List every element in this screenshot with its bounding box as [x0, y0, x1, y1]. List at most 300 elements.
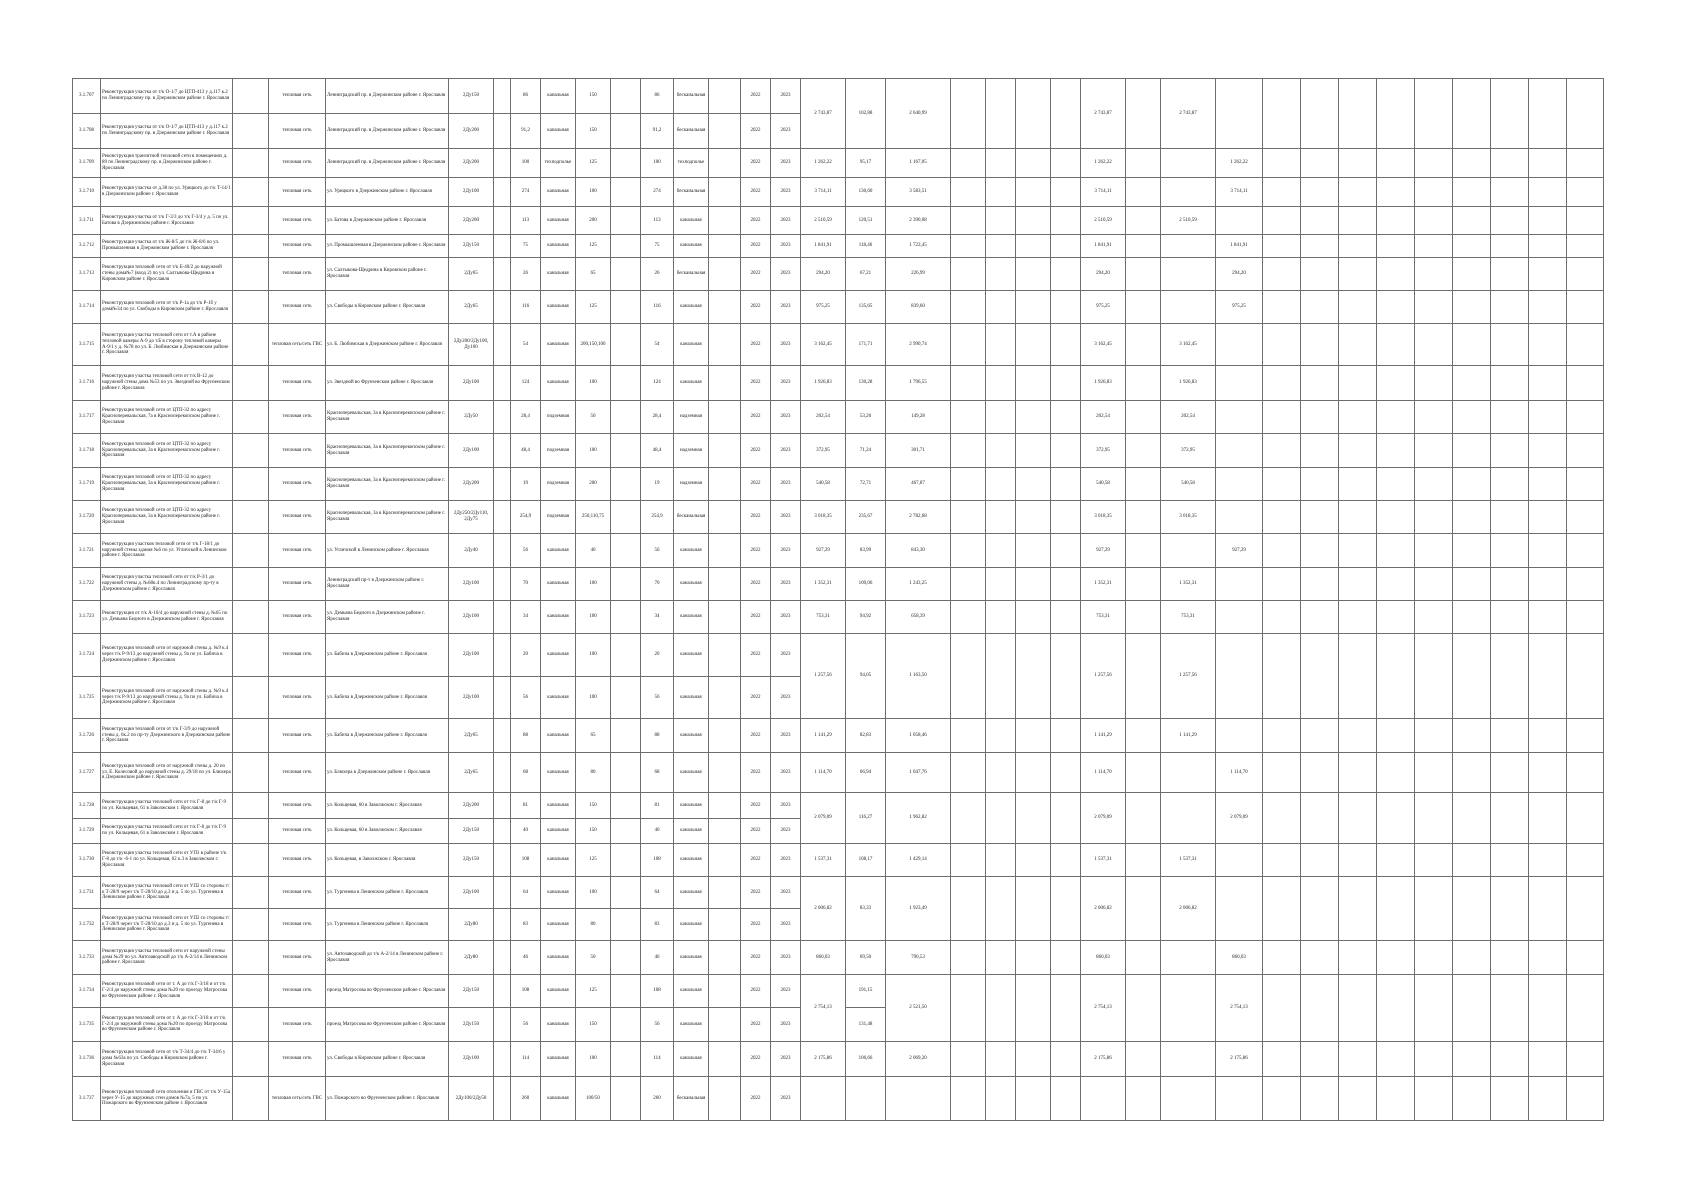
- empty-cell: [1567, 1042, 1604, 1077]
- pipe-length: 274: [511, 178, 541, 207]
- year-start: 2022: [741, 975, 771, 1008]
- year-start: 2022: [741, 719, 771, 753]
- table-row: [73, 601, 1604, 634]
- new-laying-method: канальная: [674, 909, 709, 941]
- funding-column-a: 540,58: [1161, 468, 1216, 501]
- new-laying-method: канальная: [674, 207, 709, 235]
- empty-cell: [1567, 366, 1604, 401]
- new-pipe-diameter: 150: [576, 114, 611, 149]
- empty-cell: [1263, 753, 1301, 793]
- empty-cell: [1051, 149, 1081, 178]
- year-end: 2023: [771, 909, 801, 941]
- table-row: [73, 258, 1604, 291]
- empty-cell: [1263, 877, 1301, 941]
- funding-column-a: 202,54: [1161, 401, 1216, 434]
- year-start: 2022: [741, 468, 771, 501]
- empty-cell: [1339, 207, 1377, 235]
- empty-cell: [1491, 753, 1529, 793]
- empty-cell: [1051, 434, 1081, 468]
- cost-design: 71,24: [846, 434, 886, 468]
- empty-cell: [1377, 324, 1415, 366]
- new-pipe-diameter: 100: [576, 1042, 611, 1077]
- new-pipe-length: 88: [641, 719, 674, 753]
- work-description: Реконструкция участка от т/к О-1/7 до ЦТП-413 у д.117 к.2 по Ленинградскому пр. в Дзержинском районе г. Ярославля: [101, 79, 233, 114]
- work-description: Реконструкция тепловой сети от т/к Г-3/9 до наружной стены д. 6к.2 по пр-ту Дзержинского в Дзержинском районе г. Ярославля: [101, 719, 233, 753]
- object-location: ул. Тургенева в Ленинском районе г. Ярославля: [326, 877, 449, 909]
- empty-cell: [494, 1042, 511, 1077]
- pipe-diameter: 2Ду80: [449, 941, 494, 975]
- object-type: тепловая сеть/сеть ГВС: [269, 324, 326, 366]
- pipe-diameter: 2Ду200: [449, 468, 494, 501]
- year-end: 2023: [771, 793, 801, 819]
- year-end: 2023: [771, 207, 801, 235]
- cost-construction: 839,60: [886, 291, 951, 324]
- empty-cell: [1567, 719, 1604, 753]
- new-laying-method: надземная: [674, 468, 709, 501]
- object-location: ул. Промышленная в Дзержинском районе г. Ярославля: [326, 235, 449, 258]
- cost-total: 3 162,45: [801, 324, 846, 366]
- empty-cell: [1491, 941, 1529, 975]
- empty-cell: [709, 366, 741, 401]
- empty-cell: [1529, 366, 1567, 401]
- laying-method: канальная: [541, 941, 576, 975]
- row-number: 3.1.710: [73, 178, 101, 207]
- laying-method: подземная: [541, 468, 576, 501]
- empty-cell: [1126, 719, 1161, 753]
- empty-cell: [1301, 719, 1339, 753]
- empty-cell: [1377, 793, 1415, 844]
- cost-total: 1 352,31: [801, 568, 846, 601]
- cost-sum: 3 714,11: [1081, 178, 1126, 207]
- cost-total: 1 537,31: [801, 844, 846, 877]
- pipe-diameter: 2Ду150: [449, 975, 494, 1008]
- laying-method: канальная: [541, 793, 576, 819]
- row-number: 3.1.713: [73, 258, 101, 291]
- empty-cell: [1263, 79, 1301, 149]
- empty-cell: [1529, 975, 1567, 1042]
- empty-cell: [1491, 291, 1529, 324]
- empty-cell: [1126, 291, 1161, 324]
- empty-cell: [1529, 568, 1567, 601]
- empty-cell: [1051, 178, 1081, 207]
- object-location: ул. Тургенева в Ленинском районе г. Ярославля: [326, 909, 449, 941]
- pipe-diameter: 2Ду200/2Ду100, Ду100: [449, 324, 494, 366]
- empty-cell: [233, 941, 269, 975]
- empty-cell: [1016, 324, 1051, 366]
- empty-cell: [709, 844, 741, 877]
- empty-cell: [494, 235, 511, 258]
- pipe-length: 88: [511, 719, 541, 753]
- laying-method: канальная: [541, 877, 576, 909]
- empty-cell: [494, 1008, 511, 1042]
- empty-cell: [1453, 1042, 1491, 1077]
- empty-cell: [1567, 634, 1604, 719]
- empty-cell: [611, 753, 641, 793]
- empty-cell: [1415, 844, 1453, 877]
- cost-construction: 3 583,51: [886, 178, 951, 207]
- table-row: [73, 401, 1604, 434]
- empty-cell: [1377, 601, 1415, 634]
- cost-sum: 927,29: [1081, 534, 1126, 568]
- year-end: 2023: [771, 1042, 801, 1077]
- year-end: 2023: [771, 178, 801, 207]
- table-row: [73, 753, 1604, 793]
- empty-cell: [233, 207, 269, 235]
- year-end: 2023: [771, 753, 801, 793]
- pipe-diameter: 2Ду150: [449, 79, 494, 114]
- funding-column-a: [1161, 941, 1216, 975]
- cost-sum: 753,31: [1081, 601, 1126, 634]
- empty-cell: [1016, 719, 1051, 753]
- empty-cell: [1339, 79, 1377, 149]
- empty-cell: [709, 324, 741, 366]
- empty-cell: [1339, 793, 1377, 844]
- funding-column-a: [1161, 1077, 1216, 1121]
- new-pipe-diameter: 100/50: [576, 1077, 611, 1121]
- laying-method: подземная: [541, 434, 576, 468]
- new-pipe-diameter: 100: [576, 568, 611, 601]
- empty-cell: [1016, 941, 1051, 975]
- pipe-diameter: 2Ду100: [449, 178, 494, 207]
- new-pipe-diameter: 50: [576, 401, 611, 434]
- laying-method: канальная: [541, 819, 576, 844]
- empty-cell: [951, 568, 986, 601]
- empty-cell: [1415, 235, 1453, 258]
- work-description: Реконструкция тепловой сети от т. А до т/к Г-3/18 и от т/к Г-2/4 до наружной стены дома №20 по проезду Матросова во Фрунзенском районе г. Ярославля: [101, 975, 233, 1008]
- empty-cell: [709, 434, 741, 468]
- empty-cell: [1126, 207, 1161, 235]
- empty-cell: [951, 291, 986, 324]
- empty-cell: [709, 601, 741, 634]
- empty-cell: [1126, 235, 1161, 258]
- cost-sum: 540,58: [1081, 468, 1126, 501]
- cost-total: 2 006,82: [801, 877, 846, 941]
- empty-cell: [1491, 207, 1529, 235]
- empty-cell: [1126, 601, 1161, 634]
- empty-cell: [1126, 468, 1161, 501]
- empty-cell: [233, 793, 269, 819]
- row-number: 3.1.729: [73, 819, 101, 844]
- row-number: 3.1.734: [73, 975, 101, 1008]
- table-row: [73, 975, 1604, 1008]
- empty-cell: [1126, 568, 1161, 601]
- row-number: 3.1.737: [73, 1077, 101, 1121]
- year-end: 2023: [771, 235, 801, 258]
- work-description: Реконструкция участка тепловой сети от УП3 в районе т/к Г-8 до т/к -6-1 по ул. Кольцевая, 62 к.3 в Заволжском г. Ярославля: [101, 844, 233, 877]
- empty-cell: [1301, 401, 1339, 434]
- cost-design: 116,27: [846, 793, 886, 844]
- empty-cell: [1415, 468, 1453, 501]
- empty-cell: [986, 324, 1016, 366]
- work-description: Реконструкция тепловой сети от т/к Р-1а до т/к Р-1б у дома№34 по ул. Свободы в Кировском районе г. Ярославля: [101, 291, 233, 324]
- empty-cell: [494, 719, 511, 753]
- cost-construction: 843,30: [886, 534, 951, 568]
- empty-cell: [1453, 568, 1491, 601]
- empty-cell: [986, 941, 1016, 975]
- empty-cell: [1415, 366, 1453, 401]
- new-pipe-length: 56: [641, 677, 674, 719]
- laying-method: канальная: [541, 634, 576, 677]
- empty-cell: [611, 434, 641, 468]
- empty-cell: [494, 501, 511, 534]
- work-description: Реконструкция тепловой сети от наружной стены д. №9 к.4 через т/к Р-9/13 до наружной стены д. 9а по ул. Бабича в Дзержинском районе г. Ярославля: [101, 634, 233, 677]
- year-start: 2022: [741, 677, 771, 719]
- object-location: Ленинградский пр. в Дзержинском районе г. Ярославля: [326, 114, 449, 149]
- funding-column-a: 3 018,35: [1161, 501, 1216, 534]
- pipe-diameter: 2Ду65: [449, 291, 494, 324]
- empty-cell: [1567, 844, 1604, 877]
- cost-sum: 3 018,35: [1081, 501, 1126, 534]
- year-end: 2023: [771, 677, 801, 719]
- funding-column-b: [1216, 568, 1263, 601]
- work-description: Реконструкция участка тепловой сети от т/к Г-8 до т/к Г-9 по ул. Кольцевая, 61 в Заволжском г. Ярославля: [101, 793, 233, 819]
- empty-cell: [709, 207, 741, 235]
- new-laying-method: канальная: [674, 677, 709, 719]
- empty-cell: [611, 941, 641, 975]
- empty-cell: [1377, 634, 1415, 719]
- new-pipe-diameter: 100: [576, 634, 611, 677]
- funding-column-b: 294,20: [1216, 258, 1263, 291]
- cost-total: 540,58: [801, 468, 846, 501]
- empty-cell: [1491, 793, 1529, 844]
- year-end: 2023: [771, 877, 801, 909]
- cost-total: 1 262,22: [801, 149, 846, 178]
- empty-cell: [1263, 401, 1301, 434]
- empty-cell: [611, 178, 641, 207]
- empty-cell: [709, 975, 741, 1008]
- empty-cell: [1016, 753, 1051, 793]
- empty-cell: [1453, 941, 1491, 975]
- empty-cell: [494, 324, 511, 366]
- empty-cell: [1415, 178, 1453, 207]
- object-type: тепловая сеть: [269, 975, 326, 1008]
- empty-cell: [611, 909, 641, 941]
- empty-cell: [986, 534, 1016, 568]
- empty-cell: [611, 1008, 641, 1042]
- empty-cell: [1263, 1077, 1301, 1121]
- empty-cell: [1567, 79, 1604, 149]
- year-end: 2023: [771, 568, 801, 601]
- object-location: Ленинградский пр. в Дзержинском районе г. Ярославля: [326, 79, 449, 114]
- empty-cell: [1301, 941, 1339, 975]
- pipe-length: 114: [511, 1042, 541, 1077]
- table-row: [73, 434, 1604, 468]
- table-body: [73, 79, 1604, 1121]
- empty-cell: [1415, 1042, 1453, 1077]
- pipe-length: 20: [511, 634, 541, 677]
- empty-cell: [1126, 434, 1161, 468]
- empty-cell: [494, 534, 511, 568]
- new-pipe-length: 100: [641, 149, 674, 178]
- empty-cell: [1301, 844, 1339, 877]
- empty-cell: [709, 753, 741, 793]
- new-pipe-length: 260: [641, 1077, 674, 1121]
- empty-cell: [233, 719, 269, 753]
- empty-cell: [233, 1077, 269, 1121]
- row-number: 3.1.728: [73, 793, 101, 819]
- new-pipe-diameter: 150: [576, 819, 611, 844]
- empty-cell: [611, 258, 641, 291]
- cost-construction: 226,99: [886, 258, 951, 291]
- object-location: ул. Кольцевая, в Заволжском г. Ярославля: [326, 844, 449, 877]
- empty-cell: [1016, 634, 1051, 719]
- empty-cell: [1263, 534, 1301, 568]
- funding-column-a: 1 352,31: [1161, 568, 1216, 601]
- empty-cell: [1491, 501, 1529, 534]
- cost-design: 72,71: [846, 468, 886, 501]
- empty-cell: [951, 1077, 986, 1121]
- empty-cell: [1263, 793, 1301, 844]
- empty-cell: [951, 753, 986, 793]
- object-location: ул. Батова в Дзержинском районе г. Ярославля: [326, 207, 449, 235]
- empty-cell: [1453, 207, 1491, 235]
- table-row: [73, 324, 1604, 366]
- empty-cell: [1377, 468, 1415, 501]
- reconstruction-program-table: [72, 78, 1604, 1121]
- funding-column-b: [1216, 79, 1263, 149]
- new-pipe-length: 28,4: [641, 401, 674, 434]
- cost-total: 294,20: [801, 258, 846, 291]
- cost-design: 102,88: [846, 79, 886, 149]
- object-type: тепловая сеть: [269, 235, 326, 258]
- new-pipe-diameter: 125: [576, 844, 611, 877]
- year-end: 2023: [771, 634, 801, 677]
- empty-cell: [611, 468, 641, 501]
- cost-total: 3 714,11: [801, 178, 846, 207]
- empty-cell: [494, 207, 511, 235]
- cost-construction: 1 723,45: [886, 235, 951, 258]
- pipe-length: 34: [511, 601, 541, 634]
- cost-sum: [1081, 1077, 1126, 1121]
- row-number: 3.1.709: [73, 149, 101, 178]
- year-start: 2022: [741, 941, 771, 975]
- empty-cell: [611, 1077, 641, 1121]
- row-number: 3.1.736: [73, 1042, 101, 1077]
- empty-cell: [1051, 258, 1081, 291]
- pipe-length: 64: [511, 877, 541, 909]
- pipe-diameter: 2Ду65: [449, 719, 494, 753]
- empty-cell: [1263, 501, 1301, 534]
- empty-cell: [1301, 501, 1339, 534]
- empty-cell: [1339, 501, 1377, 534]
- empty-cell: [1415, 79, 1453, 149]
- year-start: 2022: [741, 634, 771, 677]
- empty-cell: [1339, 366, 1377, 401]
- empty-cell: [1263, 468, 1301, 501]
- empty-cell: [986, 207, 1016, 235]
- pipe-diameter: 2Ду100: [449, 568, 494, 601]
- empty-cell: [1263, 568, 1301, 601]
- empty-cell: [233, 235, 269, 258]
- year-start: 2022: [741, 434, 771, 468]
- new-pipe-diameter: 100: [576, 366, 611, 401]
- empty-cell: [611, 877, 641, 909]
- empty-cell: [494, 819, 511, 844]
- empty-cell: [986, 601, 1016, 634]
- empty-cell: [709, 235, 741, 258]
- empty-cell: [1051, 207, 1081, 235]
- work-description: Реконструкция участка тепловой сети от т/к В-12 до наружной стены дома №53 по ул. Звездной во Фрунзенском районе г. Ярославля: [101, 366, 233, 401]
- empty-cell: [494, 877, 511, 909]
- empty-cell: [1301, 207, 1339, 235]
- empty-cell: [1051, 568, 1081, 601]
- funding-column-b: [1216, 434, 1263, 468]
- empty-cell: [1529, 79, 1567, 149]
- empty-cell: [1051, 793, 1081, 844]
- empty-cell: [1491, 324, 1529, 366]
- empty-cell: [1016, 793, 1051, 844]
- empty-cell: [494, 634, 511, 677]
- empty-cell: [1415, 291, 1453, 324]
- funding-column-b: 2 754,13: [1216, 975, 1263, 1042]
- empty-cell: [1339, 235, 1377, 258]
- empty-cell: [1377, 149, 1415, 178]
- empty-cell: [1051, 366, 1081, 401]
- cost-construction: 1 923,49: [886, 877, 951, 941]
- empty-cell: [1126, 1042, 1161, 1077]
- empty-cell: [1453, 844, 1491, 877]
- funding-column-b: 2 079,09: [1216, 793, 1263, 844]
- row-number: 3.1.723: [73, 601, 101, 634]
- cost-construction: 1 047,76: [886, 753, 951, 793]
- empty-cell: [1415, 324, 1453, 366]
- pipe-length: 56: [511, 677, 541, 719]
- pipe-diameter: 2Ду80: [449, 909, 494, 941]
- object-type: тепловая сеть: [269, 366, 326, 401]
- cost-total: 1 114,70: [801, 753, 846, 793]
- pipe-length: 46: [511, 941, 541, 975]
- empty-cell: [494, 601, 511, 634]
- empty-cell: [233, 753, 269, 793]
- empty-cell: [1051, 1042, 1081, 1077]
- empty-cell: [494, 677, 511, 719]
- empty-cell: [951, 468, 986, 501]
- empty-cell: [1453, 468, 1491, 501]
- empty-cell: [1377, 568, 1415, 601]
- new-laying-method: бесканальная: [674, 1077, 709, 1121]
- empty-cell: [986, 258, 1016, 291]
- new-laying-method: канальная: [674, 366, 709, 401]
- empty-cell: [1016, 434, 1051, 468]
- empty-cell: [1339, 1077, 1377, 1121]
- pipe-diameter: 2Ду150: [449, 844, 494, 877]
- object-location: ул. Блюхера в Дзержинском районе г. Ярославля: [326, 753, 449, 793]
- funding-column-b: 860,03: [1216, 941, 1263, 975]
- work-description: Реконструкция участка тепловой сети от УП2 со стороны т/к Т-28/9 через т/к Т-28/10 до д.3 и д. 5 по ул. Тургенева в Ленинском районе г. Ярославля: [101, 909, 233, 941]
- empty-cell: [1016, 366, 1051, 401]
- empty-cell: [951, 975, 986, 1042]
- empty-cell: [611, 634, 641, 677]
- empty-cell: [951, 501, 986, 534]
- cost-construction: [886, 1077, 951, 1121]
- cost-design: [846, 1077, 886, 1121]
- empty-cell: [1377, 844, 1415, 877]
- new-pipe-length: 83: [641, 909, 674, 941]
- object-type: тепловая сеть: [269, 568, 326, 601]
- cost-sum: 860,03: [1081, 941, 1126, 975]
- empty-cell: [986, 501, 1016, 534]
- row-number: 3.1.726: [73, 719, 101, 753]
- object-type: тепловая сеть: [269, 434, 326, 468]
- empty-cell: [1377, 753, 1415, 793]
- funding-column-b: [1216, 877, 1263, 941]
- new-pipe-length: 56: [641, 534, 674, 568]
- cost-sum: 1 257,56: [1081, 634, 1126, 719]
- empty-cell: [1491, 401, 1529, 434]
- cost-construction: 2 782,68: [886, 501, 951, 534]
- empty-cell: [494, 844, 511, 877]
- empty-cell: [1529, 793, 1567, 844]
